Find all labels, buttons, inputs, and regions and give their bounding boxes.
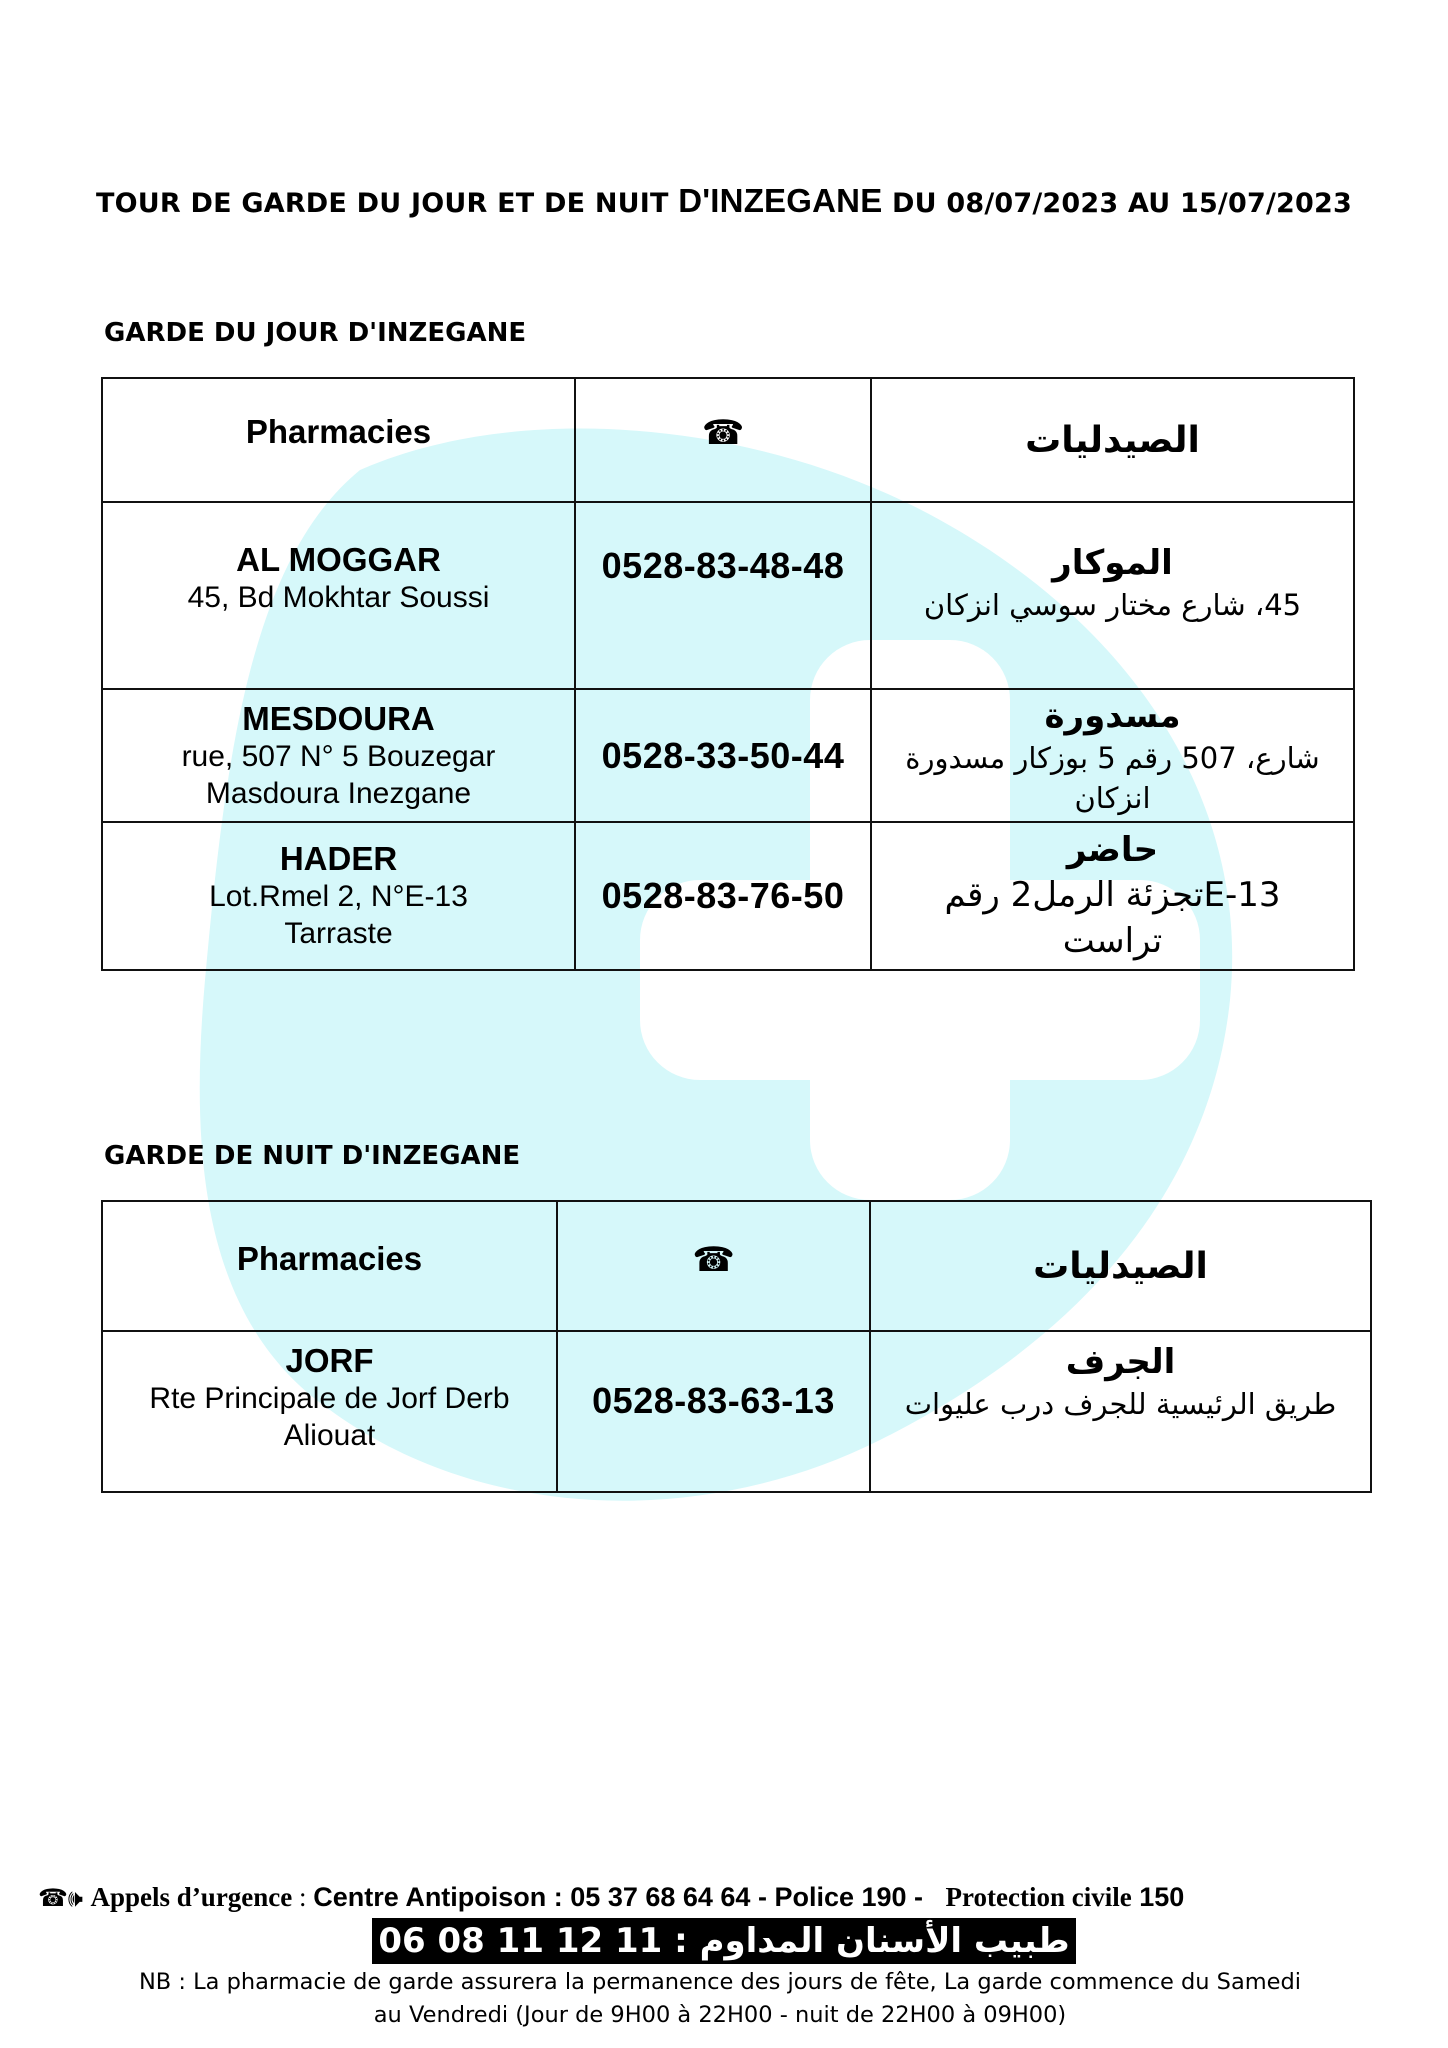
pharmacy-address: Aliouat xyxy=(283,1419,376,1452)
pharmacy-address: Lot.Rmel 2, N°E-13 xyxy=(209,880,468,913)
header-pharmacies: Pharmacies xyxy=(245,413,432,450)
pharmacy-address: 45, Bd Mokhtar Soussi xyxy=(187,581,490,614)
pharmacy-ar-name: حاضر xyxy=(1066,830,1159,870)
nb-line-1: NB : La pharmacie de garde assurera la permanence des jours de fête, La garde commence du Samedi xyxy=(138,1969,1302,1995)
pharmacy-phone: 0528-83-48-48 xyxy=(601,545,845,586)
phone-speaker-icon: ☎🕪 xyxy=(38,1884,84,1912)
pharmacy-address: Masdoura Inezgane xyxy=(205,776,472,810)
appels-label: Appels d’urgence xyxy=(90,1882,293,1912)
header-ar-pharmacies: الصيدليات xyxy=(1033,1245,1208,1287)
pharmacy-name: MESDOURA xyxy=(242,699,435,737)
pharmacy-phone: 0528-83-63-13 xyxy=(592,1380,835,1421)
table-row xyxy=(102,502,1354,689)
night-table xyxy=(101,1200,1372,1493)
pharmacy-ar-address: تراست xyxy=(1062,921,1163,961)
nb-note xyxy=(120,1966,1320,2032)
night-table-header xyxy=(102,1201,1371,1331)
pharmacy-ar-address: E-13تجزئة الرمل2 رقم xyxy=(944,875,1281,915)
title-prefix: TOUR DE GARDE DU JOUR ET DE NUIT xyxy=(96,188,679,219)
title-suffix: DU 08/07/2023 AU 15/07/2023 xyxy=(882,188,1352,219)
pharmacy-ar-address: طريق الرئيسية للجرف درب عليوات xyxy=(904,1387,1337,1421)
pharmacy-name: AL MOGGAR xyxy=(236,541,441,578)
table-row xyxy=(102,1331,1371,1492)
emergency-calls xyxy=(38,1882,1418,1913)
pharmacy-ar-address: شارع، 507 رقم 5 بوزكار مسدورة xyxy=(905,740,1320,775)
pharmacy-ar-address: انزكان xyxy=(1074,780,1151,815)
header-pharmacies: Pharmacies xyxy=(236,1240,423,1277)
phone-icon: ☎ xyxy=(701,413,745,453)
pharmacy-ar-address: 45، شارع مختار سوسي انزكان xyxy=(923,588,1302,622)
pharmacy-ar-name: الموكار xyxy=(1052,543,1173,583)
antipoison-info: Centre Antipoison : 05 37 68 64 64 - Police 190 - xyxy=(313,1882,924,1912)
pharmacy-phone: 0528-33-50-44 xyxy=(601,734,845,776)
day-table-header xyxy=(102,378,1354,502)
pharmacy-address: Tarraste xyxy=(284,917,393,950)
table-row xyxy=(102,822,1354,970)
pharmacy-ar-name: مسدورة xyxy=(1044,695,1181,736)
dentist-banner xyxy=(0,1918,1448,1964)
protection-label: Protection civile xyxy=(945,1882,1132,1912)
title-city: D'INZEGANE xyxy=(678,182,883,219)
day-table xyxy=(101,377,1355,971)
appels-colon: : xyxy=(292,1882,314,1912)
night-section-title: GARDE DE NUIT D'INZEGANE xyxy=(104,1141,521,1171)
pharmacy-name: JORF xyxy=(285,1342,374,1379)
pharmacy-phone: 0528-83-76-50 xyxy=(601,875,845,916)
day-section-title: GARDE DU JOUR D'INZEGANE xyxy=(104,318,527,348)
nb-line-2: au Vendredi (Jour de 9H00 à 22H00 - nuit de 22H00 à 09H00) xyxy=(373,2002,1067,2028)
table-row xyxy=(102,689,1354,822)
pharmacy-name: HADER xyxy=(279,840,398,877)
pharmacy-address: rue, 507 N° 5 Bouzegar xyxy=(181,739,496,773)
header-ar-pharmacies: الصيدليات xyxy=(1025,419,1200,461)
page-title xyxy=(0,182,1448,220)
dentist-on-duty: طبيب الأسنان المداوم : 11 12 11 08 06 xyxy=(372,1918,1075,1964)
protection-number: 150 xyxy=(1139,1882,1185,1912)
pharmacy-ar-name: الجرف xyxy=(1065,1342,1176,1382)
pharmacy-address: Rte Principale de Jorf Derb xyxy=(149,1382,510,1415)
phone-icon: ☎ xyxy=(692,1240,735,1280)
